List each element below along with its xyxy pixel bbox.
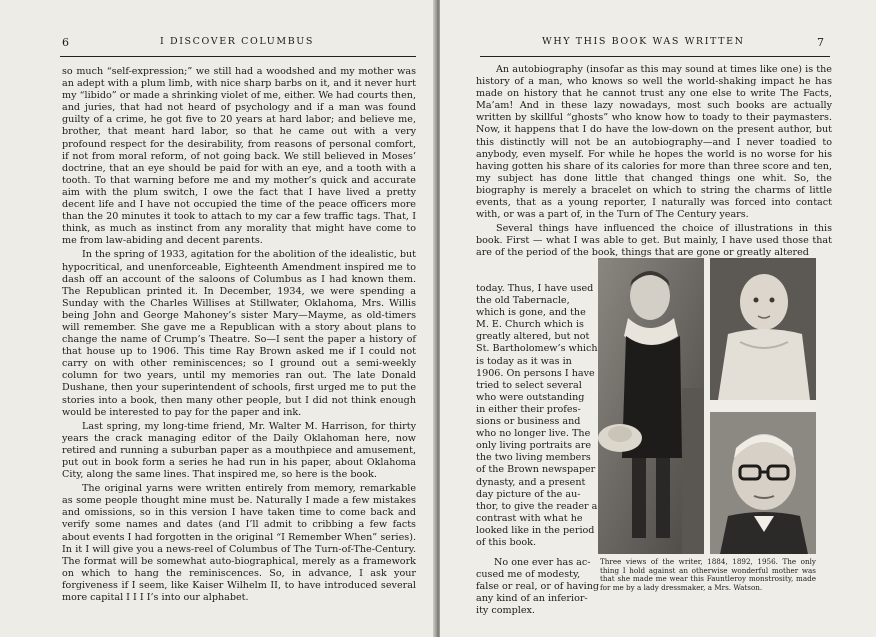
wrapped-line: M. E. Church which is: [476, 319, 584, 331]
wrapped-line: 1906. On persons I have: [476, 367, 595, 379]
right-paragraph: Several things have influenced the choice of illustrations in this book. First — what I was able to get. But mainly, I have used those that are of the period of the book, things that are gone or greatly altered: [476, 223, 832, 259]
photo-writer-1884: [598, 258, 704, 554]
wrapped-line: tried to select several: [476, 379, 582, 391]
wrapped-line: greatly altered, but not: [476, 331, 590, 343]
left-page: [0, 0, 436, 637]
wrapped-line: ity complex.: [476, 605, 535, 617]
left-header-rule: [60, 56, 416, 57]
right-page-number: 7: [817, 36, 824, 49]
wrapped-line: dynasty, and a present: [476, 476, 586, 488]
left-paragraph: The original yarns were written entirely from memory, remarkable as some people thought mine must be. Naturally I made a few mistakes and omissions, so in this version I have taken time to come back and verify some names and dates (and I’ll admit to cribbing a few facts about events I had forgotten in the original “I Remember When” series). In it I will give you a news-reel of Columbus of The Turn-of-The-Century. The format will be somewhat auto-biographical, merely as a framework on which to hang the reminiscences. So, in advance, I ask your forgiveness if I seem, like Kaiser Wilhelm II, to have introduced several more capital I I I I’s into our alphabet.: [62, 483, 416, 604]
wrapped-line: looked like in the period: [476, 524, 595, 536]
right-page: [440, 0, 876, 637]
left-paragraph: so much “self-expression;” we still had a woodshed and my mother was an adept with a plum limb, with nice sharp barbs on it, and it never hurt my “libido” or made a shrinking violet of me, either. We had courts then, and juries, that had not heard of psychology and if a man was found guilty of a crime, he got five to 20 years at hard labor; and believe me, brother, that meant hard labor, so that he came out with a very profound respect for the desirability, from reasons of personal comfort, if not from moral reform, of not going back. We still believed in Moses’ doctrine, that an eye should be paid for with an eye, and a tooth with a tooth. To that warning before me and my mother’s quick and accurate aim with the plum switch, I owe the fact that I have lived a pretty decent life and I have not occupied the time of the peace officers more than the 20 minutes it took to attach to my car a few traffic tags. That, I think, as much as instinct from any morality that might have come to me from law-abiding and decent parents.: [62, 66, 416, 247]
wrapped-line: day picture of the au-: [476, 488, 581, 500]
wrapped-line: of this book.: [476, 536, 537, 548]
left-text-column: [62, 66, 416, 604]
wrapped-line: false or real, or of having: [476, 581, 600, 593]
wrapped-line: the old Tabernacle,: [476, 295, 570, 307]
wrapped-line: any kind of an inferior-: [476, 593, 588, 605]
wrapped-line: in either their profes-: [476, 403, 581, 415]
wrapped-line: No one ever has ac-: [494, 557, 591, 569]
photo-writer-1956: [710, 412, 816, 554]
wrapped-text-block: [476, 283, 600, 618]
left-page-number: 6: [62, 36, 69, 49]
photo-writer-1892: [710, 258, 816, 400]
wrapped-line: contrast with what he: [476, 512, 583, 524]
left-paragraph: In the spring of 1933, agitation for the abolition of the idealistic, but hypocritical, and unenforceable, Eighteenth Amendment inspired me to dash off an account of the saloons of Columbus as I had known them. The Republican printed it. In December, 1934, we were spending a Sunday with the Charles Willises at Stillwater, Oklahoma, Mrs. Willis being John and George Mahoney’s sister Mary—Mayme, as old-timers will remember. She gave me a Republican with a story about plans to change the name of Crump’s Theatre. So—I sent the paper a history of that house up to 1906. This time Ray Brown asked me if I could not carry on with other reminiscences; so I ground out a semi-weekly column for two years, until my memories ran out. The late Donald Dushane, then your superintendent of schools, first urged me to put the stories into a book, then many other people, but I did not think enough would be interested to pay for the paper and ink.: [62, 249, 416, 418]
wrapped-line: St. Bartholomew’s which: [476, 343, 598, 355]
left-paragraph: Last spring, my long-time friend, Mr. Walter M. Harrison, for thirty years the crack managing editor of the Daily Oklahoman here, now retired and running a suburban paper as a mouthpiece and amusement, put out in book form a series he had run in his paper, about Oklahoma City, along the same lines. That inspired me, so here is the book.: [62, 420, 416, 481]
wrapped-line: thor, to give the reader a: [476, 500, 598, 512]
wrapped-line: of the Brown newspaper: [476, 464, 596, 476]
wrapped-line: which is gone, and the: [476, 307, 586, 319]
wrapped-line: only living portraits are: [476, 440, 592, 452]
right-running-head: WHY THIS BOOK WAS WRITTEN: [542, 36, 745, 47]
wrapped-line: who were outstanding: [476, 391, 585, 403]
wrapped-line: sions or business and: [476, 416, 581, 428]
right-header-rule: [480, 56, 830, 57]
wrapped-line: cused me of modesty,: [476, 569, 581, 581]
wrapped-line: who no longer live. The: [476, 428, 591, 440]
wrapped-line: the two living members: [476, 452, 591, 464]
left-running-head: I DISCOVER COLUMBUS: [160, 36, 314, 47]
wrapped-line: is today as it was in: [476, 355, 572, 367]
right-text-column: [476, 64, 832, 260]
right-paragraph: An autobiography (insofar as this may sound at times like one) is the history of a man, who knows so well the world-shaking impact he has made on history that he cannot trust any one else to write The Facts, Ma’am! And in these lazy nowadays, most such books are actually written by skillful “ghosts” who know how to toady to their paymasters. Now, it happens that I do have the low-down on the present author, but this distinctly will not be an autobiography—and I never toadied to anybody, even myself. For while he hopes the world is no worse for his having gotten his share of its calories for more than three score and ten, my subject has done little that changed things one whit. So, the biography is merely a bracelet on which to string the charms of little events, that as a young reporter, I naturally was forced into contact with, or was a part of, in the Turn of The Century years.: [476, 64, 832, 221]
photo-caption: Three views of the writer, 1884, 1892, 1956. The only thing I hold against an otherwise wonderful mother was that she made me wear this Fauntleroy monstrosity, made for me by a lady dressmaker, a Mrs. Watson.: [600, 557, 816, 592]
wrapped-line: today. Thus, I have used: [476, 283, 594, 294]
